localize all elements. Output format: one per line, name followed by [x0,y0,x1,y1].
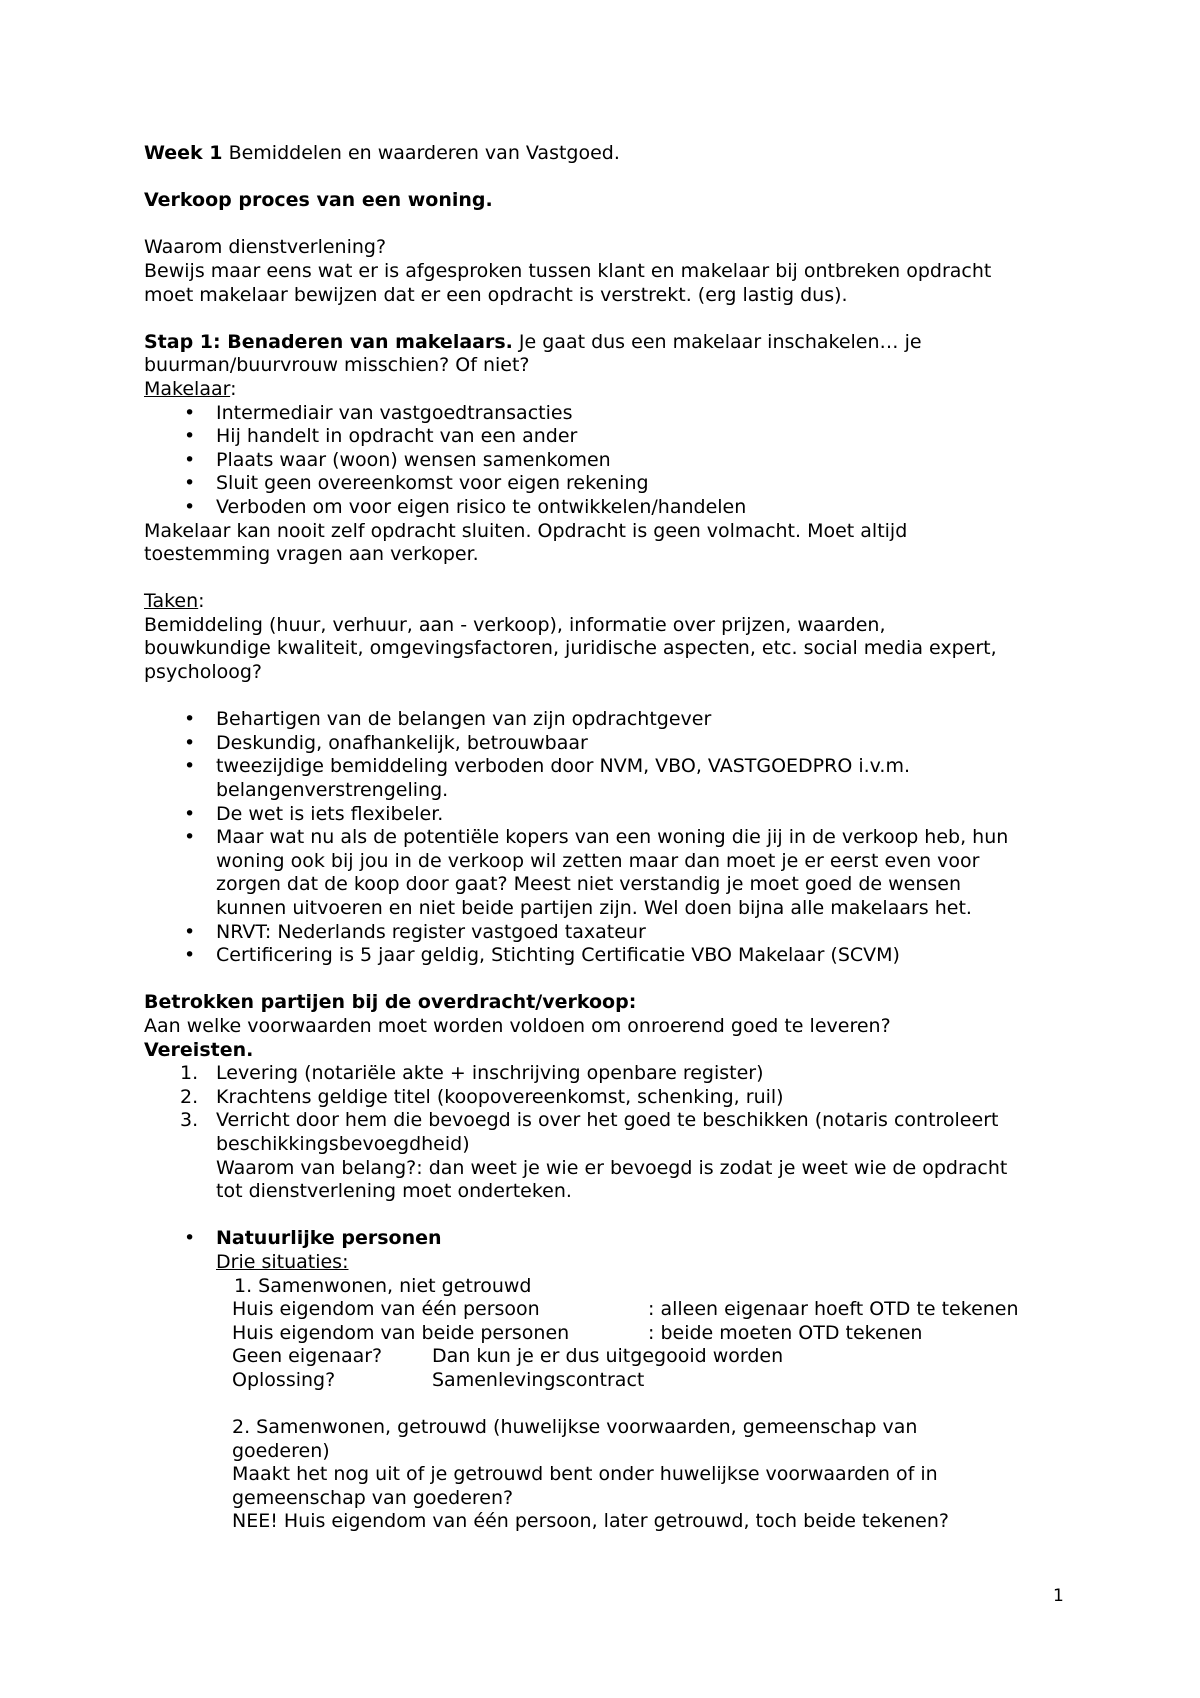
list-item-line: • Maar wat nu als de potentiële kopers van een woning die jij in de verkoop heb, hun [216,826,1009,849]
list-item [144,826,1084,920]
requirement-line: beschikkingsbevoegdheid) [216,1132,470,1155]
list-item: • Sluit geen overeenkomst voor eigen rekening [144,472,1084,496]
vereisten-heading: Vereisten. [144,1038,254,1061]
requirement-line: tot dienstverlening moet onderteken. [216,1180,572,1203]
list-item [144,708,1084,732]
list-item [144,944,1084,968]
step1-line2: buurman/buurvrouw misschien? Of niet? [144,354,530,377]
list-item-line: • Deskundig, onafhankelijk, betrouwbaar [216,731,588,754]
list-item [144,921,1084,945]
situation-1-title: 1. Samenwonen, niet getrouwd [234,1274,532,1297]
step1-heading: Stap 1: Benaderen van makelaars. [144,330,513,353]
step1-line [144,331,1084,355]
situation-1 [144,1275,1084,1535]
requirement-item [144,1109,1084,1203]
parties-question: Aan welke voorwaarden moet worden voldoen om onroerend goed te leveren? [144,1014,891,1037]
list-item-line: belangenverstrengeling. [216,779,449,802]
list-item: • Hij handelt in opdracht van een ander [144,425,1084,449]
situation-row [232,1345,1084,1369]
situation-2-line: goederen) [232,1439,330,1462]
document-body [144,142,1084,1534]
situation-case: Geen eigenaar? [232,1345,383,1368]
list-item-line: • Behartigen van de belangen van zijn opdrachtgever [216,708,712,731]
taken-text-line: psycholoog? [144,661,262,684]
requirement-item [144,1086,1084,1110]
situation-rule: Dan kun je er dus uitgegooid worden [432,1345,784,1368]
taken-heading [144,590,1084,614]
page-number: 1 [1053,1586,1064,1606]
list-item-line: zorgen dat de koop door gaat? Meest niet verstandig je moet goed de wensen [216,873,962,896]
situation-row [232,1369,1084,1393]
situation-rule: Samenlevingscontract [432,1368,645,1391]
requirement-line: Krachtens geldige titel (koopovereenkomst, schenking, ruil) [216,1085,784,1108]
list-item [144,1227,1084,1274]
requirement-line: Waarom van belang?: dan weet je wie er bevoegd is zodat je weet wie de opdracht [216,1156,1008,1179]
taken-list [144,708,1084,968]
list-item [144,755,1084,802]
taken-text-line: Bemiddeling (huur, verhuur, aan - verkoop), informatie over prijzen, waarden, [144,613,886,636]
situation-2-line: gemeenschap van goederen? [232,1486,514,1509]
requirement-number: 2. [180,1085,199,1108]
heading-sale-process: Verkoop proces van een woning. [144,189,493,212]
requirement-number: 1. [180,1062,199,1085]
title-week: Week 1 [144,142,223,164]
makelaar-colon: : [230,377,237,400]
list-item: • Verboden om voor eigen risico te ontwikkelen/handelen [144,496,1084,520]
taken-colon: : [198,590,205,613]
makelaar-note-line: toestemming vragen aan verkoper. [144,543,479,566]
list-item-line: kunnen uitvoeren en niet beide partijen zijn. Wel doen bijna alle makelaars het. [216,897,972,919]
title-text: Bemiddelen en waarderen van Vastgoed. [222,142,620,164]
situation-case: Oplossing? [232,1368,336,1391]
list-item: • Plaats waar (woon) wensen samenkomen [144,449,1084,473]
natural-persons-list [144,1227,1084,1274]
page-title [144,142,1084,166]
taken-label: Taken [144,590,199,613]
situation-rule: : beide moeten OTD tekenen [648,1321,923,1344]
situation-2-line: Maakt het nog uit of je getrouwd bent onder huwelijkse voorwaarden of in [232,1463,938,1486]
makelaar-label: Makelaar [144,377,231,400]
makelaar-heading [144,378,1084,402]
parties-heading: Betrokken partijen bij de overdracht/verkoop: [144,991,637,1014]
requirement-number: 3. [180,1109,199,1132]
list-item-line: • tweezijdige bemiddeling verboden door NVM, VBO, VASTGOEDPRO i.v.m. [216,755,911,778]
situation-2-line: 2. Samenwonen, getrouwd (huwelijkse voorwaarden, gemeenschap van [232,1416,918,1439]
situation-2-line: NEE! Huis eigendom van één persoon, later getrouwd, toch beide tekenen? [232,1510,949,1533]
list-item [144,803,1084,827]
requirement-line: Verricht door hem die bevoegd is over het goed te beschikken (notaris controleert [216,1109,999,1132]
why-question: Waarom dienstverlening? [144,236,387,259]
step1-text: Je gaat dus een makelaar inschakelen… je [512,330,922,353]
natural-persons-heading: Natuurlijke personen [216,1227,442,1250]
requirement-line: Levering (notariële akte + inschrijving openbare register) [216,1062,764,1085]
situation-case: Huis eigendom van beide personen [232,1321,570,1344]
list-item-line: • NRVT: Nederlands register vastgoed taxateur [216,920,646,943]
requirements-list [144,1062,1084,1204]
three-situations-label: Drie situaties: [216,1250,349,1273]
makelaar-note-line: Makelaar kan nooit zelf opdracht sluiten. Opdracht is geen volmacht. Moet altijd [144,519,908,542]
why-text-line: Bewijs maar eens wat er is afgesproken tussen klant en makelaar bij ontbreken opdracht [144,259,992,282]
list-item: • Intermediair van vastgoedtransacties [144,402,1084,426]
why-text-line: moet makelaar bewijzen dat er een opdracht is verstrekt. (erg lastig dus). [144,283,848,306]
list-item-line: woning ook bij jou in de verkoop wil zetten maar dan moet je er eerst even voor [216,849,980,872]
situation-rule: : alleen eigenaar hoeft OTD te tekenen [648,1298,1019,1321]
list-item-line: • De wet is iets flexibeler. [216,802,444,825]
list-item [144,732,1084,756]
taken-text-line: bouwkundige kwaliteit, omgevingsfactoren, juridische aspecten, etc. social media expert, [144,637,997,660]
list-item-line: • Certificering is 5 jaar geldig, Stichting Certificatie VBO Makelaar (SCVM) [216,944,900,967]
situation-row [232,1322,1084,1346]
makelaar-list [144,402,1084,520]
situation-case: Huis eigendom van één persoon [232,1298,540,1321]
requirement-item [144,1062,1084,1086]
situation-row [232,1298,1084,1322]
